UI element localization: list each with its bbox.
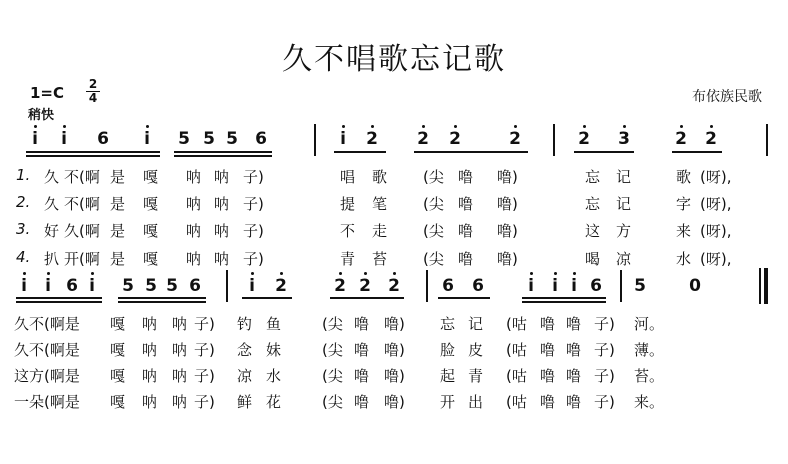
lyric-s2-v1-9: 噜) bbox=[384, 315, 405, 333]
lyric-s2-v2-3: 呐 bbox=[172, 341, 188, 359]
lyric-s1-v3-12: 噜) bbox=[497, 222, 518, 240]
note-dot-s1-1 bbox=[63, 125, 66, 128]
note-dot-s1-13 bbox=[583, 125, 586, 128]
lyric-s1-v3-2: 久(啊 bbox=[64, 222, 100, 240]
lyric-s1-v2-1: 久 bbox=[44, 195, 60, 213]
lyric-s2-v3-10: 起 bbox=[440, 367, 456, 385]
barline-s2-2 bbox=[620, 270, 622, 302]
lyric-s2-v1-7: (尖 bbox=[322, 315, 343, 333]
note-s2-7: 6 bbox=[189, 276, 201, 296]
lyric-s1-v2-3: 是 bbox=[110, 195, 126, 213]
barline-s1-0 bbox=[314, 124, 316, 156]
barline-s1-2 bbox=[766, 124, 768, 156]
lyric-s2-v4-4: 子) bbox=[194, 393, 215, 411]
lyric-s1-v4-12: 噜) bbox=[497, 250, 518, 268]
note-dot-s1-0 bbox=[34, 125, 37, 128]
lyric-s1-v2-2: 不(啊 bbox=[64, 195, 100, 213]
lyric-s2-v2-12: (咕 bbox=[506, 341, 527, 359]
lyric-s2-v4-6: 花 bbox=[266, 393, 282, 411]
lyric-s1-v1-2: 不(啊 bbox=[64, 168, 100, 186]
lyric-s1-v4-13: 喝 bbox=[585, 250, 601, 268]
beam-s2-2 bbox=[242, 297, 292, 299]
note-s2-4: 5 bbox=[122, 276, 134, 296]
lyric-s2-v1-16: 河。 bbox=[634, 315, 665, 333]
lyric-s1-v2-7: 子) bbox=[243, 195, 264, 213]
lyric-s1-v2-9: 笔 bbox=[372, 195, 388, 213]
lyric-s1-v4-2: 开(啊 bbox=[64, 250, 100, 268]
note-dot-s2-15 bbox=[530, 272, 533, 275]
lyric-s1-v3-14: 方 bbox=[616, 222, 632, 240]
lyric-s1-v4-15: 水 bbox=[676, 250, 692, 268]
lyric-s1-v3-15: 来 bbox=[676, 222, 692, 240]
time-signature bbox=[86, 79, 100, 104]
lyric-s1-v3-9: 走 bbox=[372, 222, 388, 240]
note-s2-14: 6 bbox=[472, 276, 484, 296]
lyric-s2-v4-14: 噜 bbox=[566, 393, 582, 411]
note-dot-s2-9 bbox=[280, 272, 283, 275]
note-s1-8: i bbox=[340, 129, 346, 149]
note-s1-15: 2 bbox=[675, 129, 687, 149]
lyric-s2-v3-16: 苔。 bbox=[634, 367, 665, 385]
barline-s2-0 bbox=[226, 270, 228, 302]
note-s1-13: 2 bbox=[578, 129, 590, 149]
note-s1-9: 2 bbox=[366, 129, 378, 149]
lyric-s2-v1-2: 呐 bbox=[142, 315, 158, 333]
lyric-s1-v2-5: 呐 bbox=[186, 195, 202, 213]
lyric-s1-v4-14: 凉 bbox=[616, 250, 632, 268]
lyric-s2-v2-10: 脸 bbox=[440, 341, 456, 359]
lyric-s2-v3-9: 噜) bbox=[384, 367, 405, 385]
lyric-s1-v4-4: 嘎 bbox=[143, 250, 159, 268]
lyric-s2-v1-12: (咕 bbox=[506, 315, 527, 333]
lyric-s2-v4-5: 鲜 bbox=[237, 393, 253, 411]
note-s2-18: 6 bbox=[590, 276, 602, 296]
beam-s1-1 bbox=[174, 151, 272, 153]
lyric-s2-v2-16: 薄。 bbox=[634, 341, 665, 359]
lyric-s2-v2-14: 噜 bbox=[566, 341, 582, 359]
note-s2-0: i bbox=[21, 276, 27, 296]
lyric-s2-v1-1: 嘎 bbox=[110, 315, 126, 333]
lyric-s2-v4-1: 嘎 bbox=[110, 393, 126, 411]
lyric-s1-v3-7: 子) bbox=[243, 222, 264, 240]
lyric-s1-v2-0: 2. bbox=[16, 193, 31, 211]
barline-s1-1 bbox=[553, 124, 555, 156]
lyric-s2-v1-0: 久不(啊是 bbox=[14, 315, 80, 333]
lyric-s2-v3-2: 呐 bbox=[142, 367, 158, 385]
lyric-s2-v3-0: 这方(啊是 bbox=[14, 367, 80, 385]
lyric-s1-v1-8: 唱 bbox=[340, 168, 356, 186]
note-dot-s1-9 bbox=[371, 125, 374, 128]
lyric-s2-v4-16: 来。 bbox=[634, 393, 665, 411]
lyric-s1-v1-7: 子) bbox=[243, 168, 264, 186]
note-s1-11: 2 bbox=[449, 129, 461, 149]
beam-s1-4 bbox=[574, 151, 634, 153]
lyric-s1-v1-16: (呀), bbox=[700, 168, 732, 186]
note-s1-14: 3 bbox=[618, 129, 630, 149]
lyric-s1-v2-15: 字 bbox=[676, 195, 692, 213]
lyric-s1-v3-4: 嘎 bbox=[143, 222, 159, 240]
beam-s1-2 bbox=[334, 151, 386, 153]
lyric-s1-v4-10: (尖 bbox=[423, 250, 444, 268]
lyric-s1-v4-16: (呀), bbox=[700, 250, 732, 268]
note-dot-s2-1 bbox=[47, 272, 50, 275]
note-dot-s2-17 bbox=[573, 272, 576, 275]
note-s1-3: i bbox=[144, 129, 150, 149]
lyric-s2-v3-13: 噜 bbox=[540, 367, 556, 385]
lyric-s2-v1-3: 呐 bbox=[172, 315, 188, 333]
lyric-s1-v1-11: 噜 bbox=[458, 168, 474, 186]
beam-s2-4 bbox=[438, 297, 490, 299]
lyric-s2-v3-7: (尖 bbox=[322, 367, 343, 385]
note-dot-s2-3 bbox=[91, 272, 94, 275]
note-dot-s1-11 bbox=[454, 125, 457, 128]
lyric-s2-v1-15: 子) bbox=[594, 315, 615, 333]
note-s2-13: 6 bbox=[442, 276, 454, 296]
lyric-s1-v2-14: 记 bbox=[616, 195, 632, 213]
beam-s1-5 bbox=[672, 151, 722, 153]
lyric-s1-v1-1: 久 bbox=[44, 168, 60, 186]
note-s2-17: i bbox=[571, 276, 577, 296]
note-s2-5: 5 bbox=[145, 276, 157, 296]
lyric-s1-v1-12: 噜) bbox=[497, 168, 518, 186]
note-dot-s1-3 bbox=[146, 125, 149, 128]
lyric-s2-v3-8: 噜 bbox=[354, 367, 370, 385]
lyric-s1-v4-11: 噜 bbox=[458, 250, 474, 268]
lyric-s2-v1-5: 钓 bbox=[237, 315, 253, 333]
lyric-s2-v2-0: 久不(啊是 bbox=[14, 341, 80, 359]
lyric-s1-v2-4: 嘎 bbox=[143, 195, 159, 213]
lyric-s2-v3-4: 子) bbox=[194, 367, 215, 385]
lyric-s2-v4-3: 呐 bbox=[172, 393, 188, 411]
lyric-s2-v2-15: 子) bbox=[594, 341, 615, 359]
lyric-s1-v3-11: 噜 bbox=[458, 222, 474, 240]
note-dot-s1-16 bbox=[710, 125, 713, 128]
beam-s2-0 bbox=[16, 297, 102, 299]
lyric-s1-v3-5: 呐 bbox=[186, 222, 202, 240]
lyric-s1-v3-16: (呀), bbox=[700, 222, 732, 240]
lyric-s1-v2-12: 噜) bbox=[497, 195, 518, 213]
lyric-s2-v1-13: 噜 bbox=[540, 315, 556, 333]
lyric-s1-v1-4: 嘎 bbox=[143, 168, 159, 186]
lyric-s1-v1-14: 记 bbox=[616, 168, 632, 186]
note-dot-s2-10 bbox=[339, 272, 342, 275]
lyric-s2-v4-8: 噜 bbox=[354, 393, 370, 411]
note-s2-2: 6 bbox=[66, 276, 78, 296]
note-s2-6: 5 bbox=[166, 276, 178, 296]
time-signature-top: 2 bbox=[88, 77, 98, 91]
lyric-s2-v2-7: (尖 bbox=[322, 341, 343, 359]
lyric-s2-v1-6: 鱼 bbox=[266, 315, 282, 333]
beam-s1-3 bbox=[414, 151, 528, 153]
note-s2-19: 5 bbox=[634, 276, 646, 296]
lyric-s1-v2-10: (尖 bbox=[423, 195, 444, 213]
note-dot-s2-12 bbox=[393, 272, 396, 275]
barline-final-thick bbox=[764, 268, 768, 304]
lyric-s2-v3-6: 水 bbox=[266, 367, 282, 385]
lyric-s1-v4-8: 青 bbox=[340, 250, 356, 268]
lyric-s2-v4-7: (尖 bbox=[322, 393, 343, 411]
note-s2-16: i bbox=[552, 276, 558, 296]
note-s2-8: i bbox=[249, 276, 255, 296]
lyric-s1-v2-16: (呀), bbox=[700, 195, 732, 213]
lyric-s2-v3-5: 凉 bbox=[237, 367, 253, 385]
note-s2-20: 0 bbox=[689, 276, 701, 296]
lyric-s1-v1-3: 是 bbox=[110, 168, 126, 186]
lyric-s1-v3-3: 是 bbox=[110, 222, 126, 240]
lyric-s2-v4-15: 子) bbox=[594, 393, 615, 411]
lyric-s2-v4-13: 噜 bbox=[540, 393, 556, 411]
lyric-s1-v4-9: 苔 bbox=[372, 250, 388, 268]
lyric-s1-v4-6: 呐 bbox=[214, 250, 230, 268]
note-s1-6: 5 bbox=[226, 129, 238, 149]
note-s2-15: i bbox=[528, 276, 534, 296]
lyric-s2-v4-10: 开 bbox=[440, 393, 456, 411]
lyric-s1-v3-6: 呐 bbox=[214, 222, 230, 240]
lyric-s2-v2-9: 噜) bbox=[384, 341, 405, 359]
barline-s2-1 bbox=[426, 270, 428, 302]
lyric-s2-v2-1: 嘎 bbox=[110, 341, 126, 359]
lyric-s1-v2-8: 提 bbox=[340, 195, 356, 213]
lyric-s2-v3-3: 呐 bbox=[172, 367, 188, 385]
note-s2-1: i bbox=[45, 276, 51, 296]
lyric-s1-v2-13: 忘 bbox=[585, 195, 601, 213]
lyric-s2-v3-14: 噜 bbox=[566, 367, 582, 385]
lyric-s1-v4-5: 呐 bbox=[186, 250, 202, 268]
lyric-s2-v4-12: (咕 bbox=[506, 393, 527, 411]
note-s1-5: 5 bbox=[203, 129, 215, 149]
song-attribution: 布依族民歌 bbox=[692, 89, 762, 105]
beam2-s2-0 bbox=[16, 301, 102, 303]
note-dot-s1-15 bbox=[680, 125, 683, 128]
lyric-s1-v2-6: 呐 bbox=[214, 195, 230, 213]
lyric-s1-v4-3: 是 bbox=[110, 250, 126, 268]
barline-final-thin bbox=[759, 268, 761, 304]
lyric-s1-v1-10: (尖 bbox=[423, 168, 444, 186]
tempo-marking: 稍快 bbox=[28, 108, 55, 123]
lyric-s1-v3-0: 3. bbox=[16, 220, 31, 238]
lyric-s2-v2-8: 噜 bbox=[354, 341, 370, 359]
beam2-s2-1 bbox=[118, 301, 206, 303]
note-dot-s1-12 bbox=[514, 125, 517, 128]
lyric-s1-v1-9: 歌 bbox=[372, 168, 388, 186]
beam2-s2-2 bbox=[522, 301, 606, 303]
lyric-s1-v4-0: 4. bbox=[16, 248, 31, 266]
lyric-s2-v2-13: 噜 bbox=[540, 341, 556, 359]
lyric-s2-v4-2: 呐 bbox=[142, 393, 158, 411]
lyric-s1-v3-13: 这 bbox=[585, 222, 601, 240]
lyric-s2-v1-14: 噜 bbox=[566, 315, 582, 333]
note-dot-s1-14 bbox=[623, 125, 626, 128]
note-dot-s2-8 bbox=[251, 272, 254, 275]
beam-s2-3 bbox=[330, 297, 404, 299]
lyric-s2-v2-5: 念 bbox=[237, 341, 253, 359]
note-dot-s2-0 bbox=[23, 272, 26, 275]
beam-s2-5 bbox=[522, 297, 606, 299]
lyric-s2-v4-11: 出 bbox=[468, 393, 484, 411]
lyric-s2-v2-4: 子) bbox=[194, 341, 215, 359]
lyric-s2-v4-9: 噜) bbox=[384, 393, 405, 411]
song-title: 久不唱歌忘记歌 bbox=[282, 42, 506, 77]
lyric-s2-v3-15: 子) bbox=[594, 367, 615, 385]
lyric-s2-v4-0: 一朵(啊是 bbox=[14, 393, 80, 411]
lyric-s2-v3-11: 青 bbox=[468, 367, 484, 385]
beam-s1-0 bbox=[26, 151, 160, 153]
lyric-s1-v3-10: (尖 bbox=[423, 222, 444, 240]
note-dot-s2-11 bbox=[364, 272, 367, 275]
note-s2-11: 2 bbox=[359, 276, 371, 296]
note-s1-1: i bbox=[61, 129, 67, 149]
lyric-s1-v1-6: 呐 bbox=[214, 168, 230, 186]
lyric-s2-v1-11: 记 bbox=[468, 315, 484, 333]
time-signature-bottom: 4 bbox=[88, 91, 98, 105]
note-s2-3: i bbox=[89, 276, 95, 296]
lyric-s2-v1-10: 忘 bbox=[440, 315, 456, 333]
note-s1-10: 2 bbox=[417, 129, 429, 149]
note-s2-9: 2 bbox=[275, 276, 287, 296]
beam2-s1-0 bbox=[26, 155, 160, 157]
note-s2-12: 2 bbox=[388, 276, 400, 296]
note-s1-0: i bbox=[32, 129, 38, 149]
lyric-s2-v2-2: 呐 bbox=[142, 341, 158, 359]
lyric-s2-v2-6: 妹 bbox=[266, 341, 282, 359]
beam-s2-1 bbox=[118, 297, 206, 299]
note-dot-s1-10 bbox=[422, 125, 425, 128]
note-dot-s1-8 bbox=[342, 125, 345, 128]
note-s1-4: 5 bbox=[178, 129, 190, 149]
beam2-s1-1 bbox=[174, 155, 272, 157]
lyric-s1-v2-11: 噜 bbox=[458, 195, 474, 213]
lyric-s1-v1-13: 忘 bbox=[585, 168, 601, 186]
lyric-s1-v4-1: 扒 bbox=[44, 250, 60, 268]
lyric-s1-v4-7: 子) bbox=[243, 250, 264, 268]
note-s1-16: 2 bbox=[705, 129, 717, 149]
lyric-s2-v2-11: 皮 bbox=[468, 341, 484, 359]
note-s1-2: 6 bbox=[97, 129, 109, 149]
lyric-s2-v1-4: 子) bbox=[194, 315, 215, 333]
lyric-s1-v1-15: 歌 bbox=[676, 168, 692, 186]
lyric-s1-v1-5: 呐 bbox=[186, 168, 202, 186]
note-s1-7: 6 bbox=[255, 129, 267, 149]
lyric-s2-v1-8: 噜 bbox=[354, 315, 370, 333]
lyric-s1-v3-1: 好 bbox=[44, 222, 60, 240]
note-s2-10: 2 bbox=[334, 276, 346, 296]
note-dot-s2-16 bbox=[554, 272, 557, 275]
lyric-s1-v3-8: 不 bbox=[340, 222, 356, 240]
lyric-s2-v3-1: 嘎 bbox=[110, 367, 126, 385]
key-signature: 1=C bbox=[30, 84, 65, 102]
lyric-s2-v3-12: (咕 bbox=[506, 367, 527, 385]
note-s1-12: 2 bbox=[509, 129, 521, 149]
lyric-s1-v1-0: 1. bbox=[16, 166, 31, 184]
